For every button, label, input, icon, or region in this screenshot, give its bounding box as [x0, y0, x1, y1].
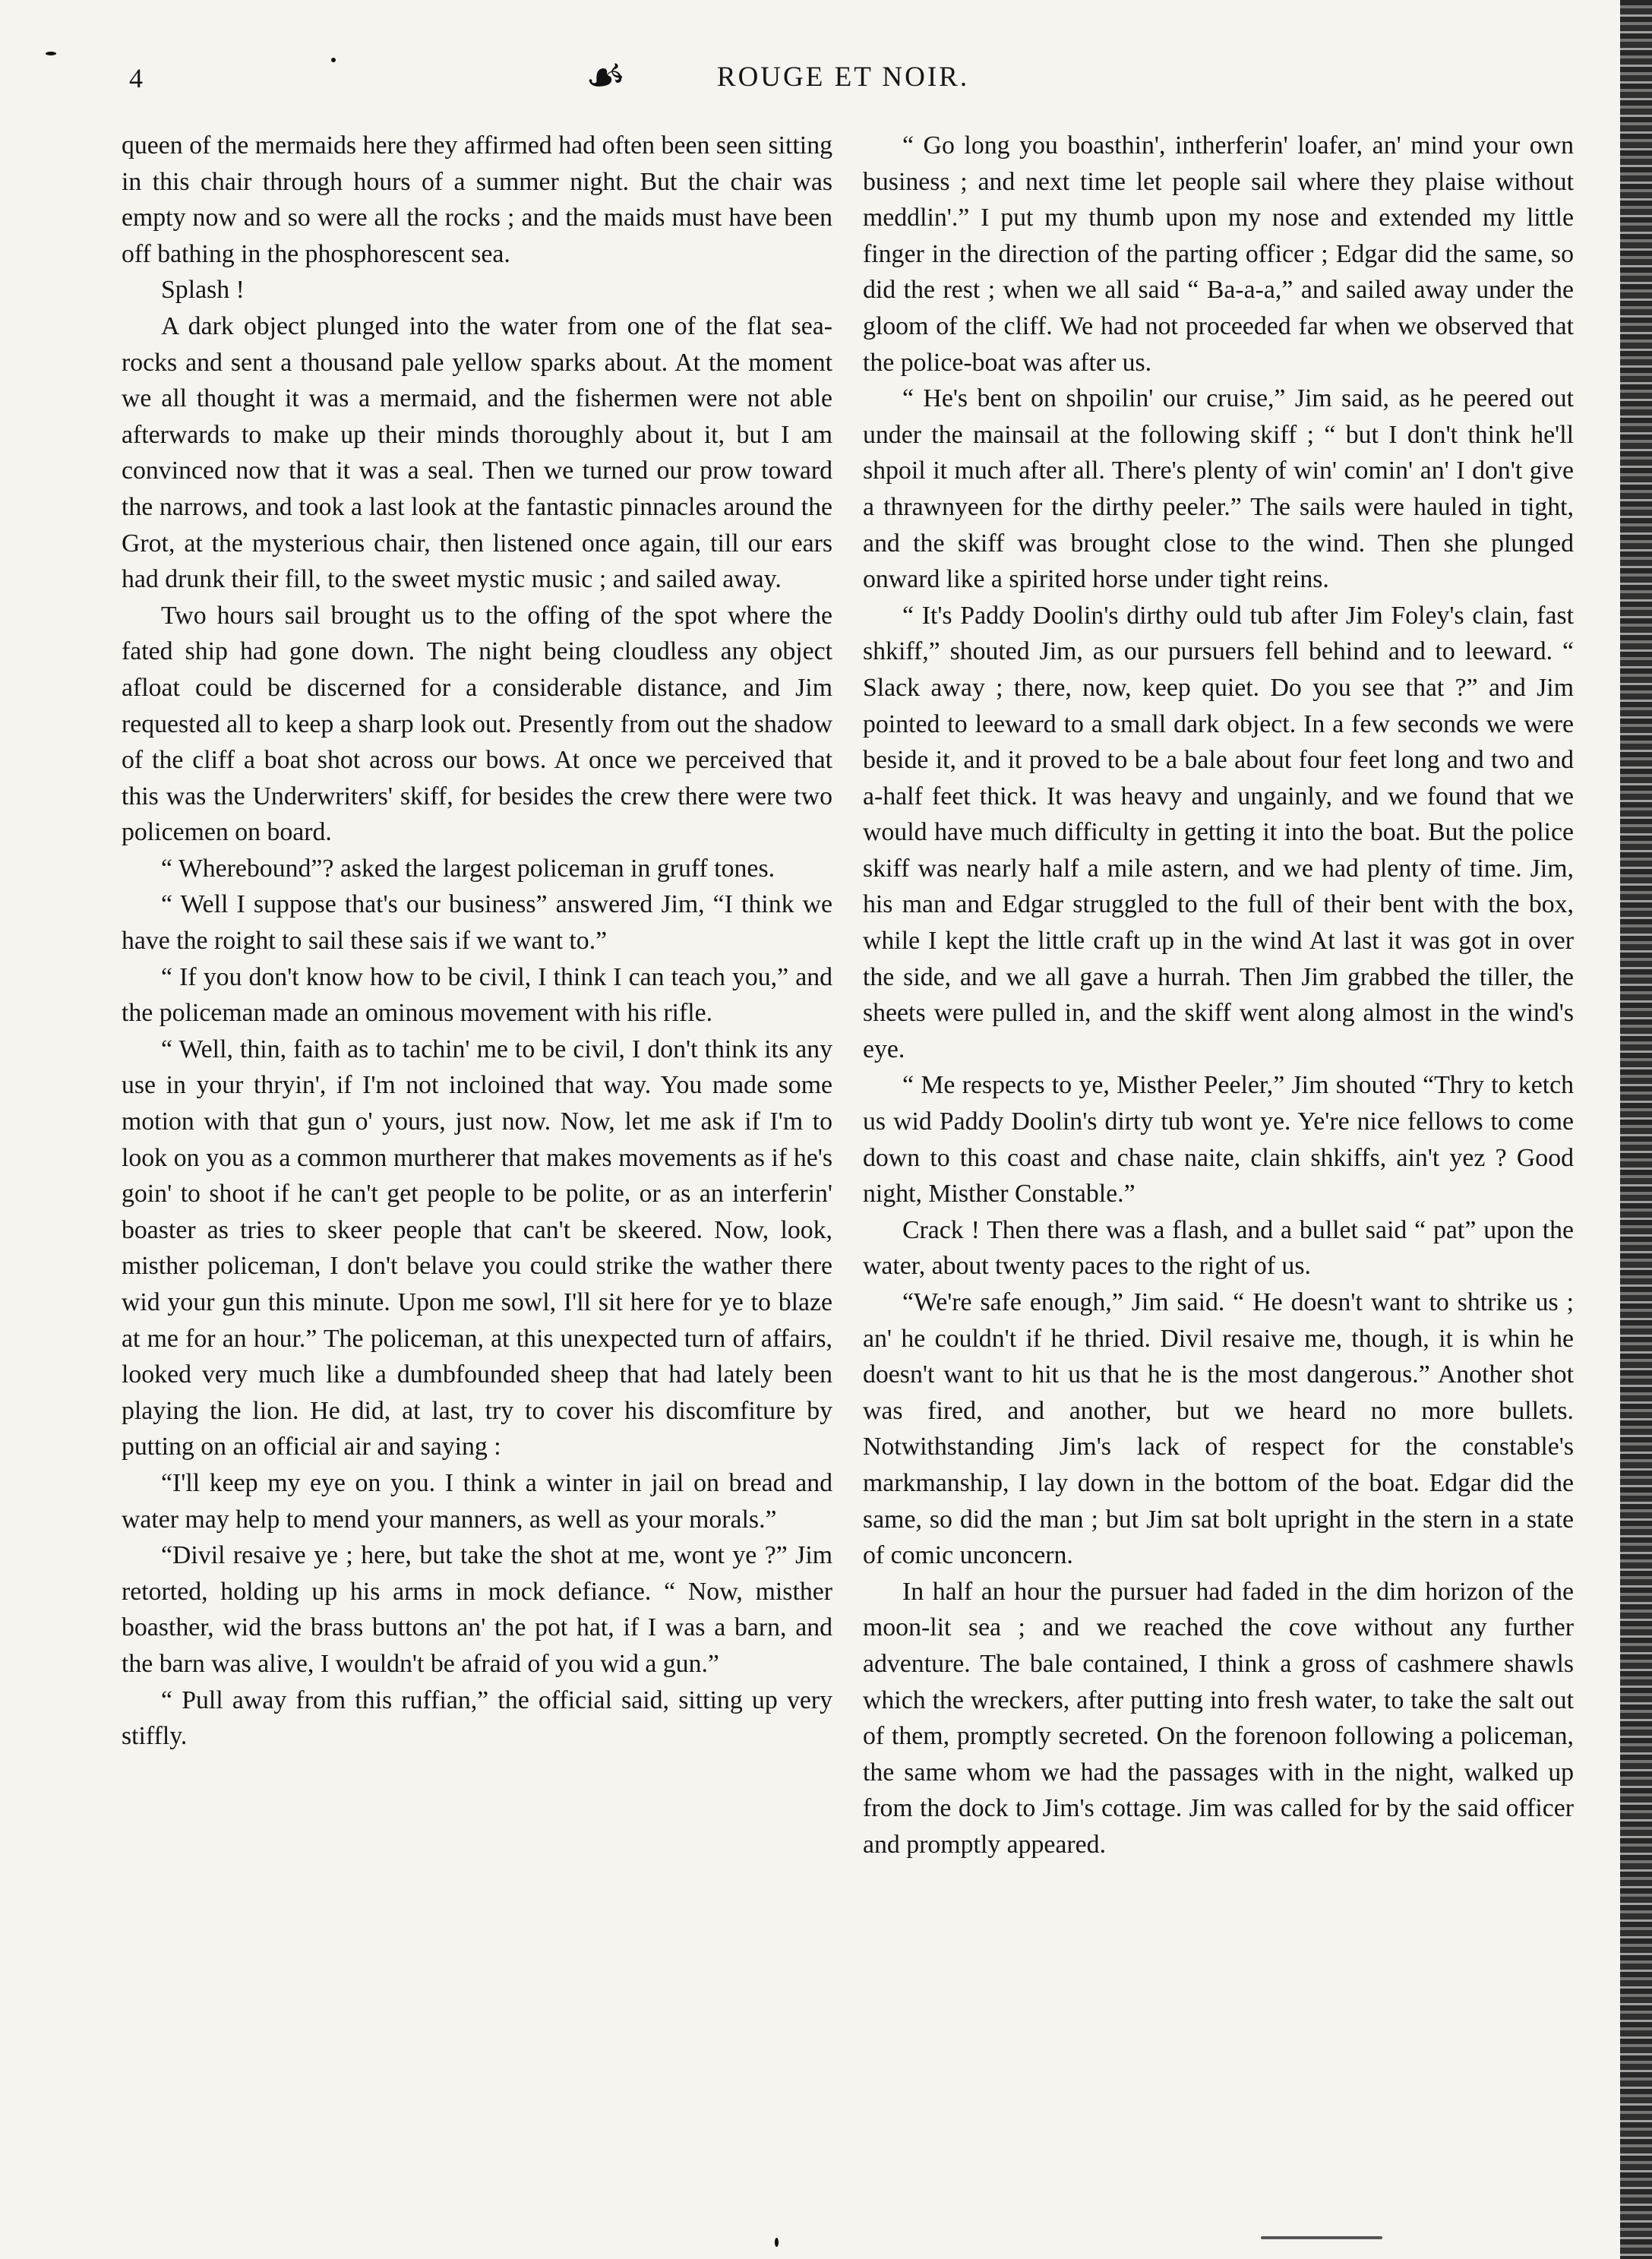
left-paragraph-1: queen of the mermaids here they affirmed had often been seen sitting in this chair through hours of a summer night. But the chair was empty now and so were all the rocks ; and the maids must have been off bathing in the phosphorescent sea. [122, 131, 832, 268]
right-paragraph-5: Crack ! Then there was a flash, and a bullet said “ pat” upon the water, about twenty paces to the right of us. [863, 1215, 1574, 1281]
left-paragraph-4: Two hours sail brought us to the offing of the spot where the fated ship had gone down. The night being cloudless any object afloat could be discerned for a considerable distance, and Jim requested all to keep a sharp look out. Presently from out the shadow of the cliff a boat shot across our bows. At once we perceived that this was the Underwriters' skiff, for besides the crew there were two policemen on board. [122, 601, 832, 847]
print-speck [775, 2238, 779, 2247]
left-paragraph-3: A dark object plunged into the water from one of the flat sea-rocks and sent a thousand pale yellow sparks about. At the moment we all thought it was a mermaid, and the fishermen were not able afterwards to make up their minds thoroughly about it, but I am convinced now that it was a seal. Then we turned our prow toward the narrows, and took a last look at the fantastic pinnacles around the Grot, at the mysterious chair, then listened once again, till our ears had drunk their fill, to the sweet mystic music ; and sailed away. [122, 311, 832, 594]
left-paragraph-9: “I'll keep my eye on you. I think a winter in jail on bread and water may help to mend your manners, as well as your morals.” [122, 1468, 832, 1534]
binding-edge [1620, 0, 1652, 2259]
right-paragraph-3: “ It's Paddy Doolin's dirthy ould tub after Jim Foley's clain, fast shkiff,” shouted Jim, as our pursuers fell behind and to leeward. “ Slack away ; there, now, keep quiet. Do you see that ?” and Jim pointed to leeward to a small dark object. In a few seconds we were beside it, and it proved to be a bale about four feet long and two and a-half feet thick. It was heavy and ungainly, and we found that we would have much difficulty in getting it into the boat. But the police skiff was nearly half a mile astern, and we had plenty of time. Jim, his man and Edgar struggled to the full of their bent with the box, while I kept the little craft up in the wind At last it was got in over the side, and we all gave a hurrah. Then Jim grabbed the tiller, the sheets were pulled in, and the skiff went along almost in the wind's eye. [863, 601, 1574, 1063]
left-paragraph-8: “ Well, thin, faith as to tachin' me to be civil, I don't think its any use in your thryin', if I'm not incloined that way. You made some motion with that gun o' yours, just now. Now, let me ask if I'm to look on you as a common murtherer that makes movements as if he's goin' to shoot if he can't get people to be polite, or as an interferin' boaster as tries to skeer people that can't be skeered. Now, look, misther policeman, I don't belave you could strike the wather there wid your gun this minute. Upon me sowl, I'll sit here for ye to blaze at me for an hour.” The policeman, at this unexpected turn of affairs, looked very much like a dumbfounded sheep that had lately been playing the lion. He did, at last, try to cover his discomfiture by putting on an official air and saying : [122, 1035, 832, 1461]
right-paragraph-2: “ He's bent on shpoilin' our cruise,” Jim said, as he peered out under the mainsail at the following skiff ; “ but I don't think he'll shpoil it much after all. There's plenty of win' comin' an' I don't give a thrawnyeen for the dirthy peeler.” The sails were hauled in tight, and the skiff was brought close to the wind. Then she plunged onward like a spirited horse under tight reins. [863, 384, 1574, 594]
print-speck [331, 58, 336, 62]
page-number: 4 [129, 63, 143, 93]
left-paragraph-6: “ Well I suppose that's our business” answered Jim, “I think we have the roight to sail these sais if we want to.” [122, 890, 832, 956]
ink-blot: ☙ [580, 48, 631, 106]
right-paragraph-1: “ Go long you boasthin', intherferin' loafer, an' mind your own business ; and next time let people sail where they plaise without meddlin'.” I put my thumb upon my nose and extended my little finger in the direction of the parting officer ; Edgar did the same, so did the rest ; when we all said “ Ba-a-a,” and sailed away under the gloom of the cliff. We had not proceeded far when we observed that the police-boat was after us. [863, 131, 1574, 377]
left-column [122, 128, 832, 1755]
journal-title: ROUGE ET NOIR. [716, 62, 970, 93]
right-column [863, 128, 1574, 1863]
right-paragraph-4: “ Me respects to ye, Misther Peeler,” Jim shouted “Thry to ketch us wid Paddy Doolin's dirty tub wont ye. Ye're nice fellows to come down to this coast and chase naite, clain shkiffs, ain't yez ? Good night, Misther Constable.” [863, 1071, 1574, 1208]
left-paragraph-11: “ Pull away from this ruffian,” the official said, sitting up very stiffly. [122, 1686, 832, 1751]
left-paragraph-10: “Divil resaive ye ; here, but take the shot at me, wont ye ?” Jim retorted, holding up his arms in mock defiance. “ Now, misther boasther, wid the brass buttons an' the pot hat, if I was a barn, and the barn was alive, I wouldn't be afraid of you wid a gun.” [122, 1541, 832, 1678]
right-paragraph-7: In half an hour the pursuer had faded in the dim horizon of the moon-lit sea ; and we reached the cove without any further adventure. The bale contained, I think a gross of cashmere shawls which the wreckers, after putting into fresh water, to take the salt out of them, promptly secreted. On the forenoon following a policeman, the same whom we had the passages with in the night, walked up from the dock to Jim's cottage. Jim was called for by the said officer and promptly appeared. [863, 1577, 1574, 1859]
page-header [122, 48, 1565, 106]
right-paragraph-6: “We're safe enough,” Jim said. “ He doesn't want to shtrike us ; an' he couldn't if he thried. Divil resaive me, though, it is whin he doesn't want to hit us that he is the most dangerous.” Another shot was fired, and another, but we heard no more bullets. Notwithstanding Jim's lack of respect for the constable's markmanship, I lay down in the bottom of the boat. Edgar did the same, so did the man ; but Jim sat bolt upright in the stern in a state of comic unconcern. [863, 1288, 1574, 1570]
left-paragraph-7: “ If you don't know how to be civil, I think I can teach you,” and the policeman made an ominous movement with his rifle. [122, 962, 832, 1028]
print-speck [1261, 2236, 1382, 2239]
left-paragraph-2: Splash ! [161, 276, 245, 305]
left-paragraph-5: “ Wherebound”? asked the largest policeman in gruff tones. [161, 854, 775, 883]
print-speck [46, 52, 56, 55]
